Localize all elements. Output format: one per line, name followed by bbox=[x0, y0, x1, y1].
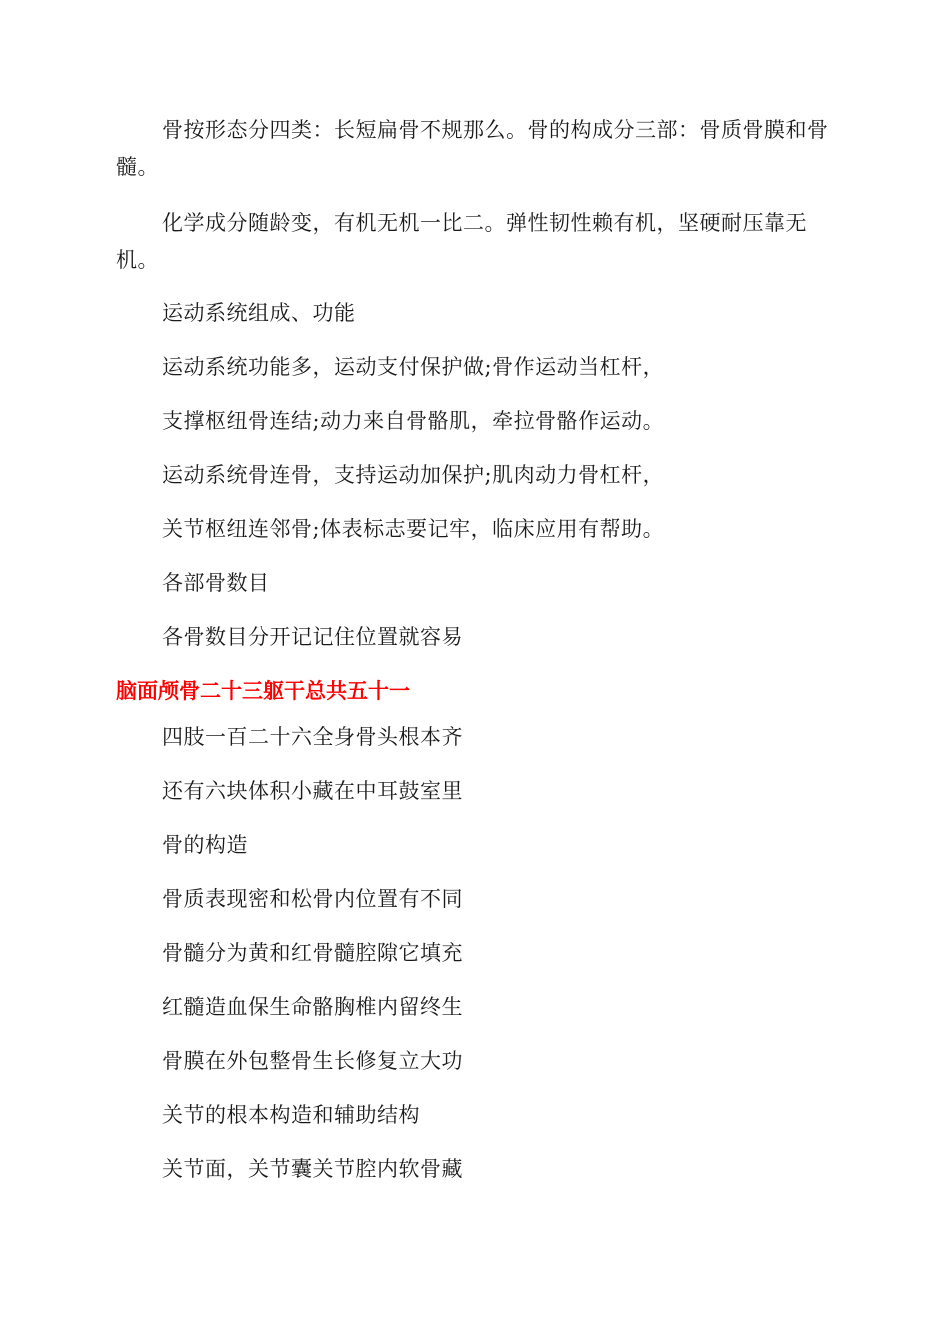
line-section-motor-system: 运动系统组成、功能 bbox=[162, 301, 356, 325]
line-motor-function-2: 支撑枢纽骨连结;动力来自骨骼肌，牵拉骨骼作运动。 bbox=[162, 409, 665, 433]
line-joint-structure-1: 关节面，关节囊关节腔内软骨藏 bbox=[162, 1157, 463, 1181]
line-bone-count-2: 四肢一百二十六全身骨头根本齐 bbox=[162, 725, 463, 749]
line-bone-structure-3: 红髓造血保生命骼胸椎内留终生 bbox=[162, 995, 463, 1019]
line-section-bone-count: 各部骨数目 bbox=[162, 571, 270, 595]
line-bone-structure-2: 骨髓分为黄和红骨髓腔隙它填充 bbox=[162, 941, 463, 965]
line-section-bone-structure: 骨的构造 bbox=[162, 833, 248, 857]
paragraph-chemical-composition: 化学成分随龄变，有机无机一比二。弹性韧性赖有机，坚硬耐压靠无机。 bbox=[116, 211, 807, 272]
line-bone-count-1: 各骨数目分开记记住位置就容易 bbox=[162, 625, 463, 649]
line-bone-count-3: 还有六块体积小藏在中耳鼓室里 bbox=[162, 779, 463, 803]
line-motor-function-3: 运动系统骨连骨，支持运动加保护;肌肉动力骨杠杆， bbox=[162, 463, 665, 487]
line-motor-function-4: 关节枢纽连邻骨;体表标志要记牢，临床应用有帮助。 bbox=[162, 517, 665, 541]
line-section-joint-structure: 关节的根本构造和辅助结构 bbox=[162, 1103, 420, 1127]
line-motor-function-1: 运动系统功能多，运动支付保护做;骨作运动当杠杆， bbox=[162, 355, 665, 379]
line-bone-structure-1: 骨质表现密和松骨内位置有不同 bbox=[162, 887, 463, 911]
paragraph-bone-classification: 骨按形态分四类：长短扁骨不规那么。骨的构成分三部：骨质骨膜和骨髓。 bbox=[116, 118, 829, 179]
highlight-red-line: 脑面颅骨二十三躯干总共五十一 bbox=[116, 679, 410, 703]
line-bone-structure-4: 骨膜在外包整骨生长修复立大功 bbox=[162, 1049, 463, 1073]
